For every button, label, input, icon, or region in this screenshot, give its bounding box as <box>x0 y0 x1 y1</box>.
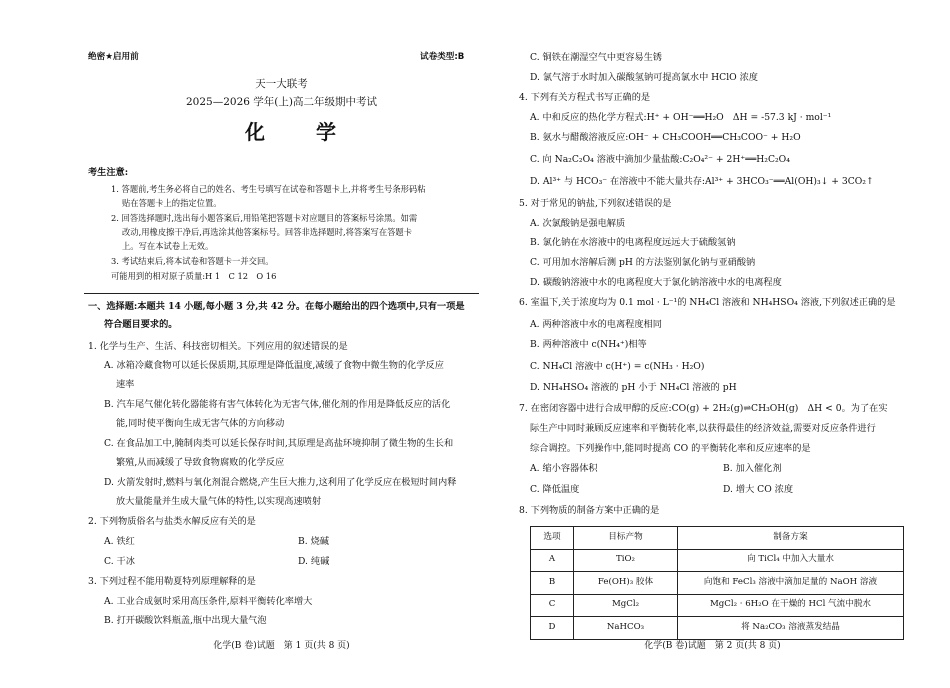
q2-option: C. 干冰 <box>104 556 135 567</box>
notice-item: 改动,用橡皮擦干净后,再选涂其他答案标号。回答非选择题时,将答案写在答题卡 <box>122 227 413 237</box>
q5-option: A. 次氯酸钠是强电解质 <box>530 218 626 229</box>
table-header: 选项 <box>531 527 574 550</box>
q5-option: B. 氯化钠在水溶液中的电离程度远远大于硫酸氢钠 <box>530 237 736 248</box>
table-cell: C <box>531 594 574 617</box>
table-cell: TiO₂ <box>574 549 678 572</box>
exam-union-title: 天一大联考 <box>255 78 308 90</box>
q4-stem: 4. 下列有关方程式书写正确的是 <box>519 92 651 103</box>
q2-option: B. 烧碱 <box>298 536 329 547</box>
q8-preparation-table <box>530 526 904 640</box>
table-row <box>531 572 904 595</box>
q1-option: A. 冰箱冷藏食物可以延长保质期,其原理是降低温度,减缓了食物中微生物的化学反应 <box>104 360 444 371</box>
atomic-mass-note: 可能用到的相对原子质量:H 1 C 12 O 16 <box>111 271 277 281</box>
subject-title: 化 学 <box>245 120 358 144</box>
table-cell: D <box>531 617 574 640</box>
exam-term-title: 2025—2026 学年(上)高二年级期中考试 <box>186 96 377 108</box>
notice-item: 1. 答题前,考生务必将自己的姓名、考生号填写在试卷和答题卡上,并将考生号条形码粘 <box>111 184 426 194</box>
table-cell: B <box>531 572 574 595</box>
notice-item: 2. 回答选择题时,选出每小题答案后,用铅笔把答题卡对应题目的答案标号涂黑。如需 <box>111 213 418 223</box>
q7-option: C. 降低温度 <box>530 484 580 495</box>
q7-option: A. 缩小容器体积 <box>530 463 598 474</box>
q8-stem: 8. 下列物质的制备方案中正确的是 <box>519 505 660 516</box>
table-header: 目标产物 <box>574 527 678 550</box>
q1-option: D. 火箭发射时,燃料与氧化剂混合燃烧,产生巨大推力,这利用了化学反应在极短时间内释 <box>104 477 457 488</box>
q3-stem: 3. 下列过程不能用勒夏特列原理解释的是 <box>88 576 256 587</box>
q7-stem: 7. 在密闭容器中进行合成甲醇的反应:CO(g) + 2H₂(g)⇌CH₃OH(g) ΔH < 0。为了在实 <box>519 403 888 414</box>
q7-stem-cont: 综合调控。下列操作中,能同时提高 CO 的平衡转化率和反应速率的是 <box>530 443 811 454</box>
paper-type: 试卷类型:B <box>420 52 465 62</box>
table-cell: 将 Na₂CO₃ 溶液蒸发结晶 <box>678 617 904 640</box>
q2-stem: 2. 下列物质俗名与盐类水解反应有关的是 <box>88 516 256 527</box>
table-row <box>531 549 904 572</box>
table-cell: NaHCO₃ <box>574 617 678 640</box>
notice-item: 贴在答题卡上的指定位置。 <box>122 198 222 208</box>
q6-option: B. 两种溶液中 c(NH₄⁺)相等 <box>530 339 647 350</box>
q7-option: B. 加入催化剂 <box>723 463 782 474</box>
q6-stem: 6. 室温下,关于浓度均为 0.1 mol · L⁻¹的 NH₄Cl 溶液和 NH₄HSO₄ 溶液,下列叙述正确的是 <box>519 297 896 308</box>
section-1-heading-cont: 符合题目要求的。 <box>104 319 178 330</box>
notice-item: 3. 考试结束后,将本试卷和答题卡一并交回。 <box>111 256 274 266</box>
q4-option: D. Al³⁺ 与 HCO₃⁻ 在溶液中不能大量共存:Al³⁺ + 3HCO₃⁻══Al(OH)₃↓ + 3CO₂↑ <box>530 176 874 187</box>
q3-option: C. 铜铁在潮湿空气中更容易生锈 <box>530 52 662 63</box>
table-row <box>531 617 904 640</box>
q5-option: D. 碳酸钠溶液中水的电离程度大于氯化钠溶液中水的电离程度 <box>530 277 782 288</box>
confidential-mark: 绝密★启用前 <box>88 52 139 62</box>
q6-option: C. NH₄Cl 溶液中 c(H⁺) = c(NH₃ · H₂O) <box>530 361 705 372</box>
q4-option: B. 氨水与醋酸溶液反应:OH⁻ + CH₃COOH══CH₃COO⁻ + H₂O <box>530 132 801 143</box>
q1-stem: 1. 化学与生产、生活、科技密切相关。下列应用的叙述错误的是 <box>88 341 348 352</box>
table-cell: MgCl₂ · 6H₂O 在干燥的 HCl 气流中脱水 <box>678 594 904 617</box>
table-row <box>531 594 904 617</box>
q3-option: B. 打开碳酸饮料瓶盖,瓶中出现大量气泡 <box>104 615 267 626</box>
q1-option: 放大量能量并生成大量气体的特性,以实现高速喷射 <box>116 496 322 507</box>
table-cell: MgCl₂ <box>574 594 678 617</box>
section-1-heading: 一、选择题:本题共 14 小题,每小题 3 分,共 42 分。在每小题给出的四个选项中,只有一项是 <box>88 301 465 312</box>
table-header: 制备方案 <box>678 527 904 550</box>
q3-option: A. 工业合成氨时采用高压条件,原料平衡转化率增大 <box>104 596 313 607</box>
q6-option: A. 两种溶液中水的电离程度相同 <box>530 319 662 330</box>
table-cell: 向 TiCl₄ 中加入大量水 <box>678 549 904 572</box>
page-2-footer: 化学(B 卷)试题 第 2 页(共 8 页) <box>644 641 781 651</box>
q2-option: A. 铁红 <box>104 536 135 547</box>
table-cell: Fe(OH)₃ 胶体 <box>574 572 678 595</box>
q7-option: D. 增大 CO 浓度 <box>723 484 794 495</box>
q6-option: D. NH₄HSO₄ 溶液的 pH 小于 NH₄Cl 溶液的 pH <box>530 382 737 393</box>
table-cell: A <box>531 549 574 572</box>
notice-item: 上。写在本试卷上无效。 <box>122 241 214 251</box>
q3-option: D. 氯气溶于水时加入碳酸氢钠可提高氯水中 HClO 浓度 <box>530 72 758 83</box>
q1-option: 繁殖,从而减缓了导致食物腐败的化学反应 <box>116 457 285 468</box>
page-1-footer: 化学(B 卷)试题 第 1 页(共 8 页) <box>213 641 350 651</box>
q2-option: D. 纯碱 <box>298 556 330 567</box>
table-header-row <box>531 527 904 550</box>
q5-stem: 5. 对于常见的钠盐,下列叙述错误的是 <box>519 198 672 209</box>
table-cell: 向饱和 FeCl₃ 溶液中滴加足量的 NaOH 溶液 <box>678 572 904 595</box>
q5-option: C. 可用加水溶解后测 pH 的方法鉴别氯化钠与亚硝酸钠 <box>530 257 756 268</box>
q1-option: 速率 <box>116 379 135 390</box>
q4-option: A. 中和反应的热化学方程式:H⁺ + OH⁻══H₂O ΔH = -57.3 kJ · mol⁻¹ <box>530 112 832 123</box>
q1-option: 能,同时使平衡向生成无害气体的方向移动 <box>116 418 285 429</box>
q1-option: C. 在食品加工中,腌制肉类可以延长保存时间,其原理是高盐环境抑制了微生物的生长和 <box>104 438 454 449</box>
q7-stem-cont: 际生产中同时兼顾反应速率和平衡转化率,以获得最佳的经济效益,需要对反应条件进行 <box>530 423 876 434</box>
q1-option: B. 汽车尾气催化转化器能将有害气体转化为无害气体,催化剂的作用是降低反应的活化 <box>104 399 451 410</box>
q4-option: C. 向 Na₂C₂O₄ 溶液中滴加少量盐酸:C₂O₄²⁻ + 2H⁺══H₂C₂O₄ <box>530 154 790 165</box>
section-divider <box>84 293 479 294</box>
notice-heading: 考生注意: <box>88 167 129 178</box>
